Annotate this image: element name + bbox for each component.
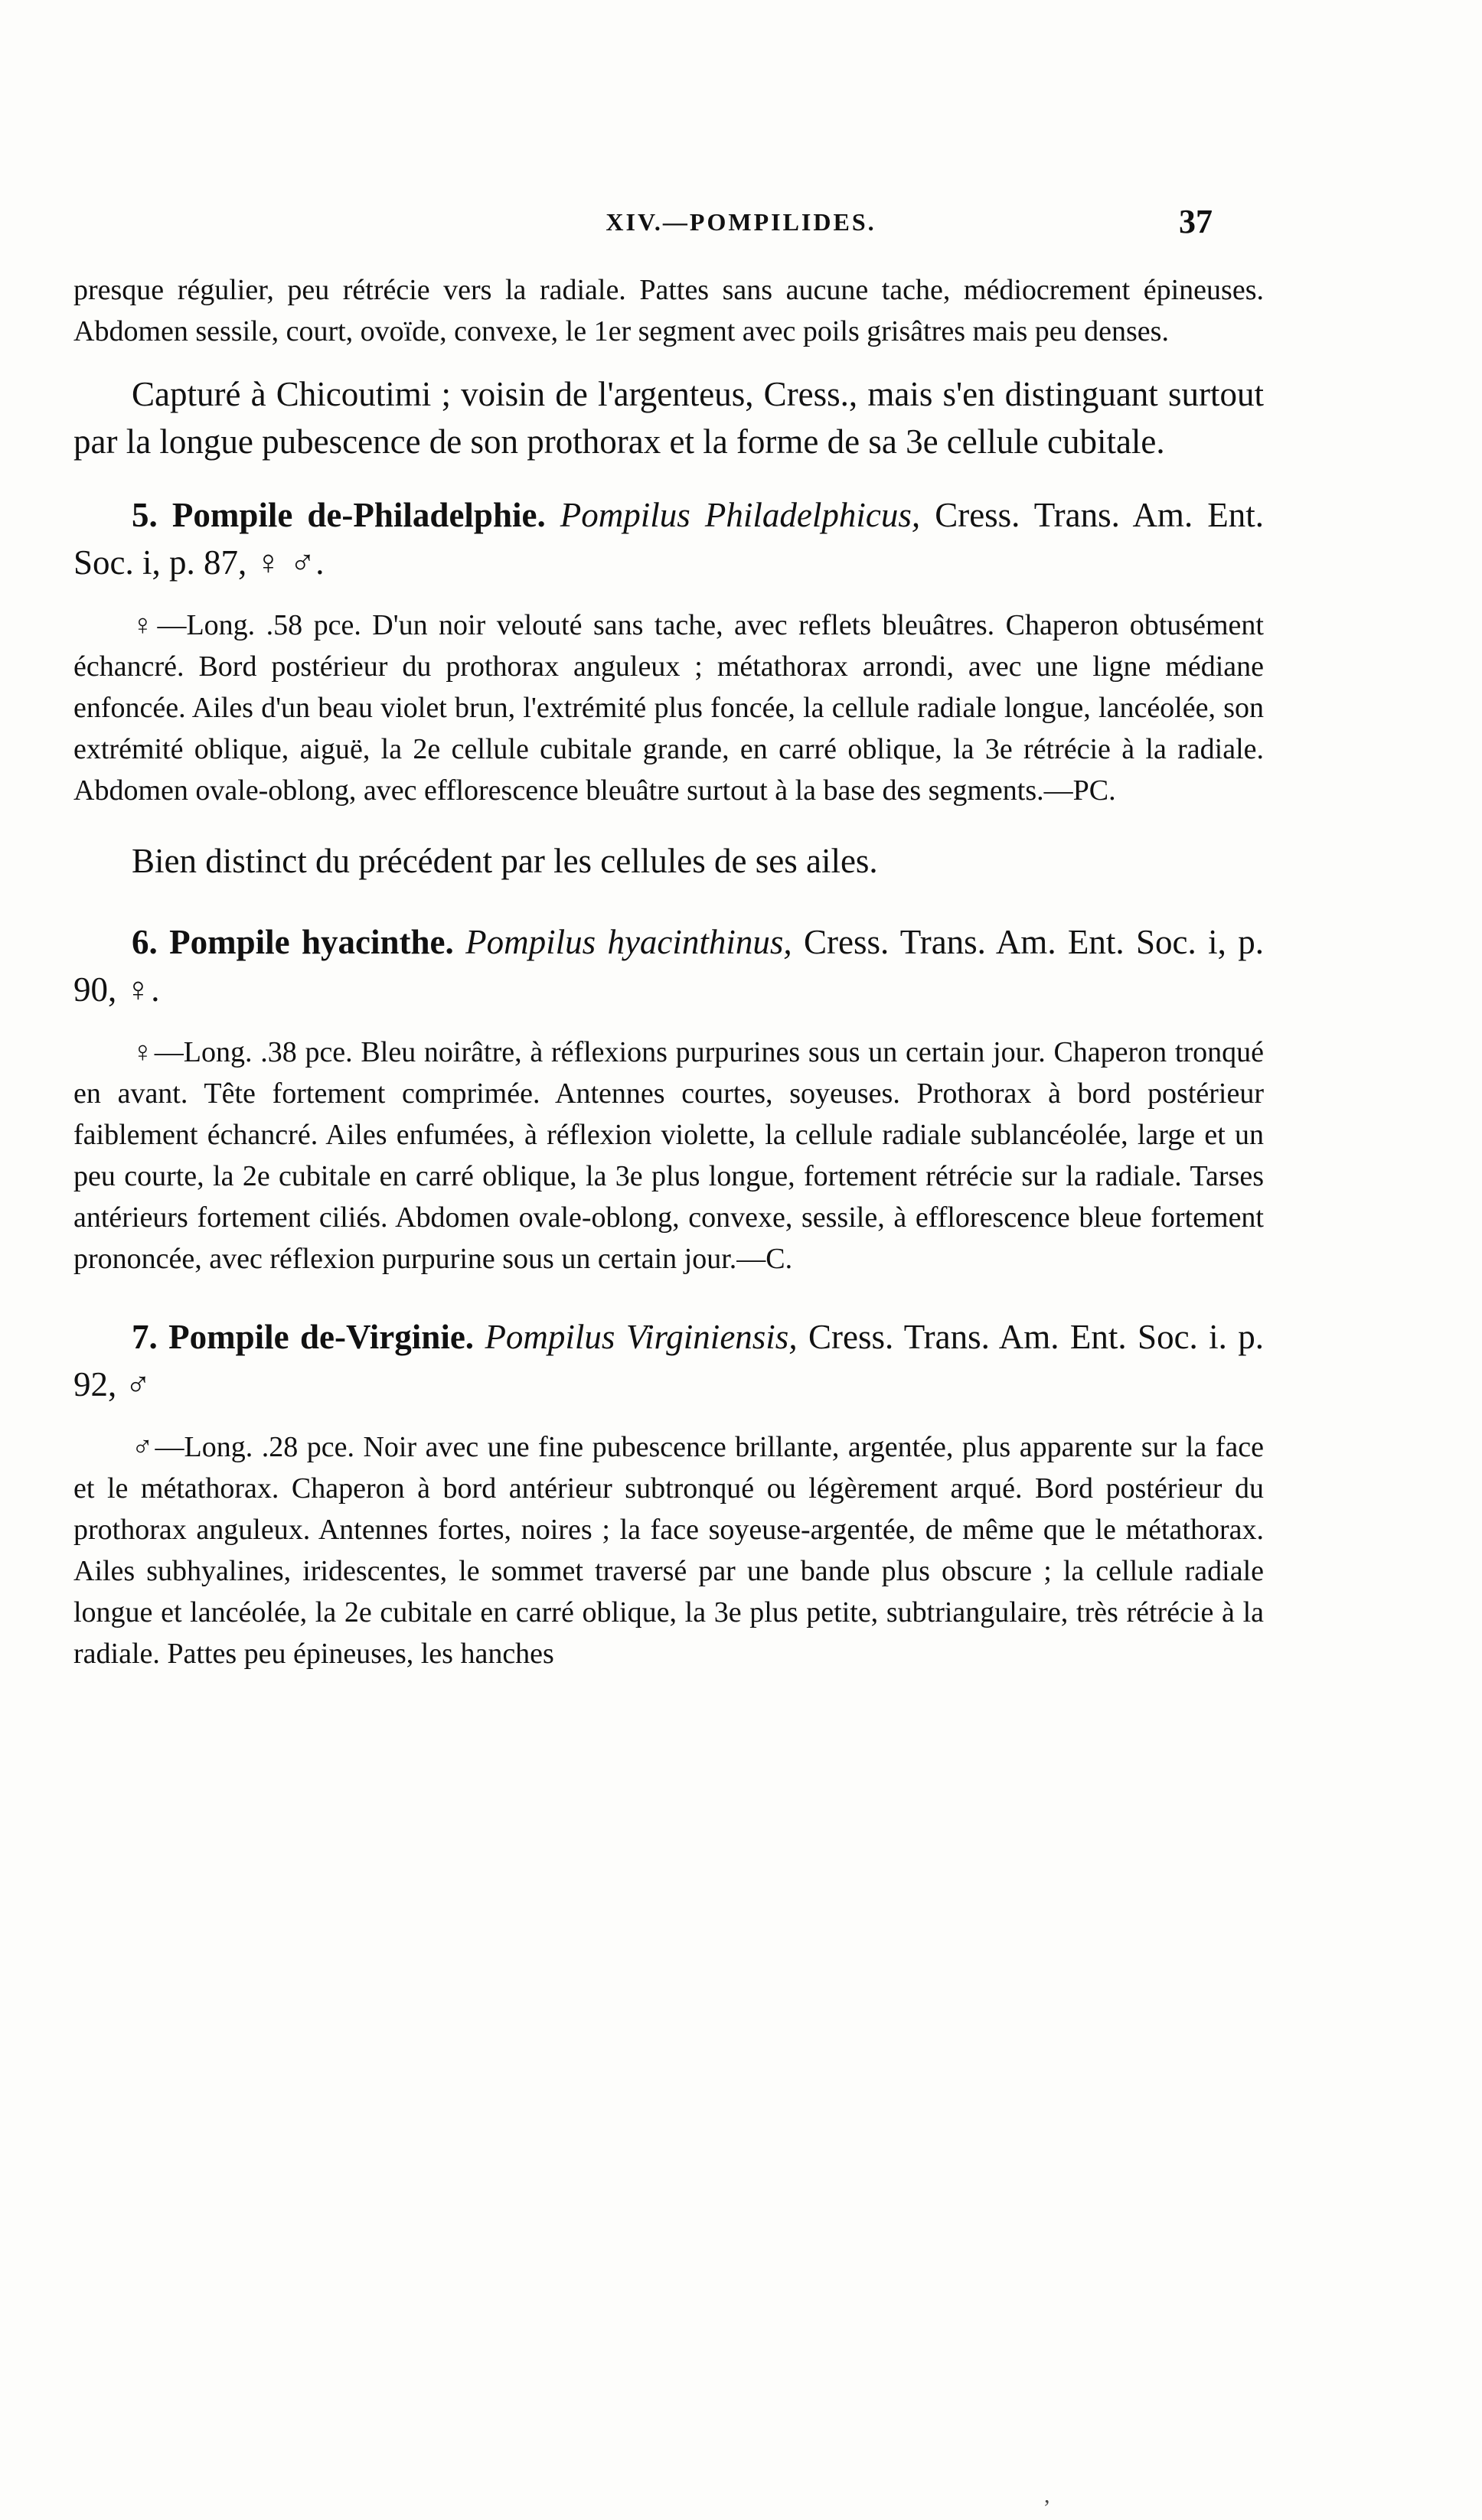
- species-number: 7.: [132, 1318, 158, 1356]
- species-reference: Cress. Trans. Am. Ent. Soc. i. p. 92, ♂: [73, 1318, 1265, 1403]
- species-latin-name: Pompilus Philadelphicus,: [560, 496, 921, 534]
- species-latin-name: Pompilus Virginiensis,: [485, 1318, 798, 1356]
- species-name: Pompile de-Philadelphie.: [171, 496, 546, 534]
- species-number: 6.: [132, 923, 158, 961]
- species-heading: [73, 491, 1264, 586]
- species-description: ♀—Long. .58 pce. D'un noir velouté sans tache, avec reflets bleuâtres. Chaperon obtusément échancré. Bord postérieur du prothorax anguleux ; métathorax arrondi, avec une ligne médiane enfoncée. Ailes d'un beau violet brun, l'extrémité plus foncée, la cellule radiale longue, lancéolée, son extrémité oblique, aiguë, la 2e cellule cubitale grande, en carré oblique, la 3e rétrécie à la radiale. Abdomen ovale-oblong, avec efflorescence bleuâtre surtout à la base des segments.—PC.: [73, 609, 1264, 807]
- intro-description: presque régulier, peu rétrécie vers la radiale. Pattes sans aucune tache, médiocrement épineuses. Abdomen sessile, court, ovoïde, convexe, le 1er segment avec poils grisâtres mais peu denses.: [73, 274, 1264, 347]
- species-name: Pompile hyacinthe.: [169, 923, 454, 961]
- page-header: [0, 203, 1482, 254]
- text-block: [73, 269, 1264, 1674]
- species-description: ♀—Long. .38 pce. Bleu noirâtre, à réflexions purpurines sous un certain jour. Chaperon tronqué en avant. Tête fortement comprimée. Antennes courtes, soyeuses. Prothorax à bord postérieur faiblement échancré. Ailes enfumées, à réflexion violette, la cellule radiale sublancéolée, large et un peu courte, la 2e cubitale en carré oblique, la 3e plus longue, fortement rétrécie sur la radiale. Tarses antérieurs fortement ciliés. Abdomen ovale-oblong, convexe, sessile, à efflorescence bleue fortement prononcée, avec réflexion purpurine sous un certain jour.—C.: [73, 1036, 1264, 1275]
- species-description: ♂—Long. .28 pce. Noir avec une fine pubescence brillante, argentée, plus apparente sur la face et le métathorax. Chaperon à bord antérieur subtronqué ou légèrement arqué. Bord postérieur du prothorax anguleux. Antennes fortes, noires ; la face soyeuse-argentée, de même que le métathorax. Ailes subhyalines, iridescentes, le sommet traversé par une bande plus obscure ; la cellule radiale longue et lancéolée, la 2e cubitale en carré oblique, la 3e plus petite, subtriangulaire, très rétrécie à la radiale. Pattes peu épineuses, les hanches: [73, 1431, 1264, 1670]
- species-reference: Cress. Trans. Am. Ent. Soc. i, p. 90, ♀.: [73, 923, 1264, 1009]
- stray-ink-mark: ,: [1044, 2483, 1050, 2508]
- species-heading: [73, 918, 1264, 1013]
- page-number: 37: [1179, 203, 1213, 240]
- species-heading: [73, 1313, 1264, 1408]
- species-remark: Bien distinct du précédent par les cellules de ses ailes.: [132, 842, 878, 880]
- species-name: Pompile de-Virginie.: [168, 1318, 475, 1356]
- species-reference: Cress. Trans. Am. Ent. Soc. i, p. 87, ♀ ♂.: [73, 496, 1265, 582]
- intro-remark: Capturé à Chicoutimi ; voisin de l'argenteus, Cress., mais s'en distinguant surtout par la longue pubescence de son prothorax et la forme de sa 3e cellule cubitale.: [73, 375, 1264, 461]
- running-title: XIV.—POMPILIDES.: [606, 208, 876, 236]
- species-number: 5.: [132, 496, 158, 534]
- species-latin-name: Pompilus hyacinthinus,: [465, 923, 792, 961]
